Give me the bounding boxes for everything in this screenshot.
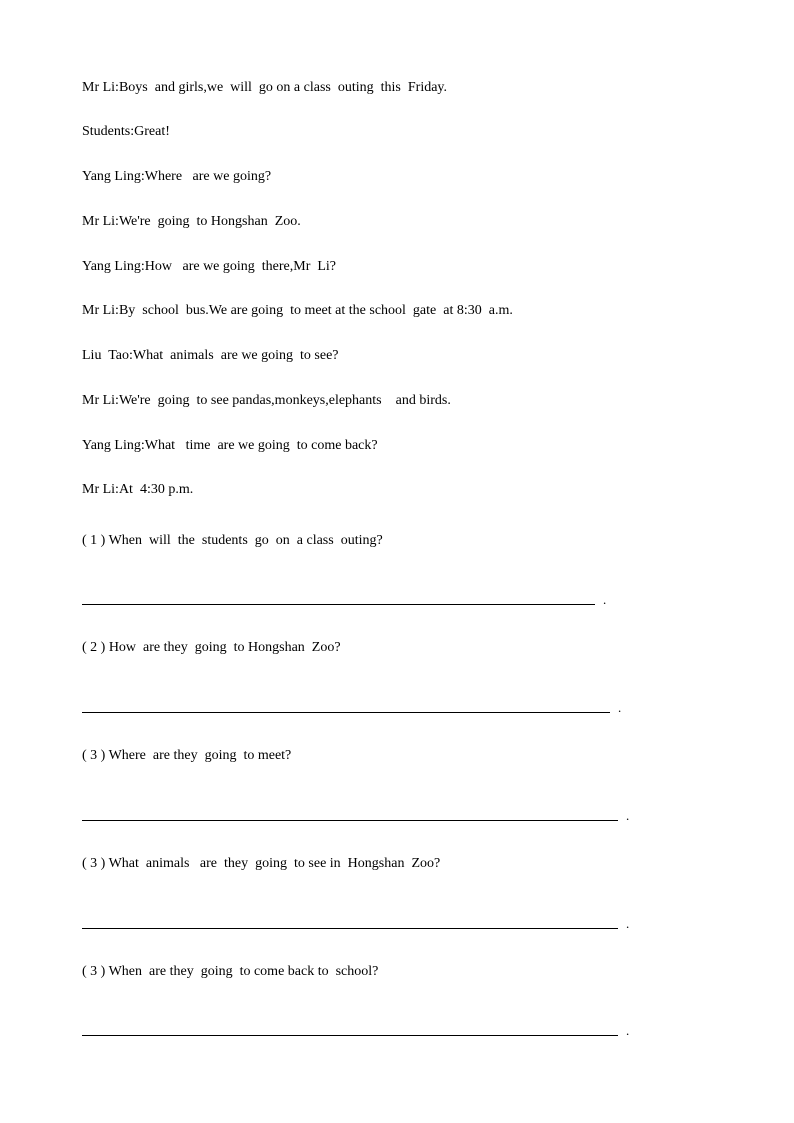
answer-rule: [82, 928, 618, 929]
answer-period: .: [626, 1023, 630, 1038]
question-1: ( 1 ) When will the students go on a class outing?: [82, 533, 383, 548]
dialogue-line: Liu Tao:What animals are we going to see?: [82, 348, 339, 363]
answer-rule: [82, 820, 618, 821]
dialogue-line: Yang Ling:What time are we going to come back?: [82, 438, 378, 453]
dialogue-line: Mr Li:Boys and girls,we will go on a class outing this Friday.: [82, 80, 448, 95]
question-2: ( 2 ) How are they going to Hongshan Zoo?: [82, 640, 341, 655]
answer-rule: [82, 604, 595, 605]
dialogue-line: Yang Ling:How are we going there,Mr Li?: [82, 259, 337, 274]
question-4: ( 3 ) What animals are they going to see in Hongshan Zoo?: [82, 856, 441, 871]
answer-rule: [82, 712, 610, 713]
answer-period: .: [626, 808, 630, 823]
dialogue-line: Mr Li:We're going to Hongshan Zoo.: [82, 214, 301, 229]
dialogue-line: Mr Li:By school bus.We are going to meet at the school gate at 8:30 a.m.: [82, 303, 513, 318]
dialogue-line: Mr Li:We're going to see pandas,monkeys,elephants and birds.: [82, 393, 451, 408]
dialogue-line: Students:Great!: [82, 124, 170, 139]
question-3: ( 3 ) Where are they going to meet?: [82, 748, 292, 763]
answer-period: .: [618, 700, 622, 715]
answer-period: .: [603, 592, 607, 607]
question-5: ( 3 ) When are they going to come back to school?: [82, 964, 379, 979]
dialogue-line: Yang Ling:Where are we going?: [82, 169, 272, 184]
dialogue-line: Mr Li:At 4:30 p.m.: [82, 482, 194, 497]
answer-period: .: [626, 916, 630, 931]
answer-rule: [82, 1035, 618, 1036]
